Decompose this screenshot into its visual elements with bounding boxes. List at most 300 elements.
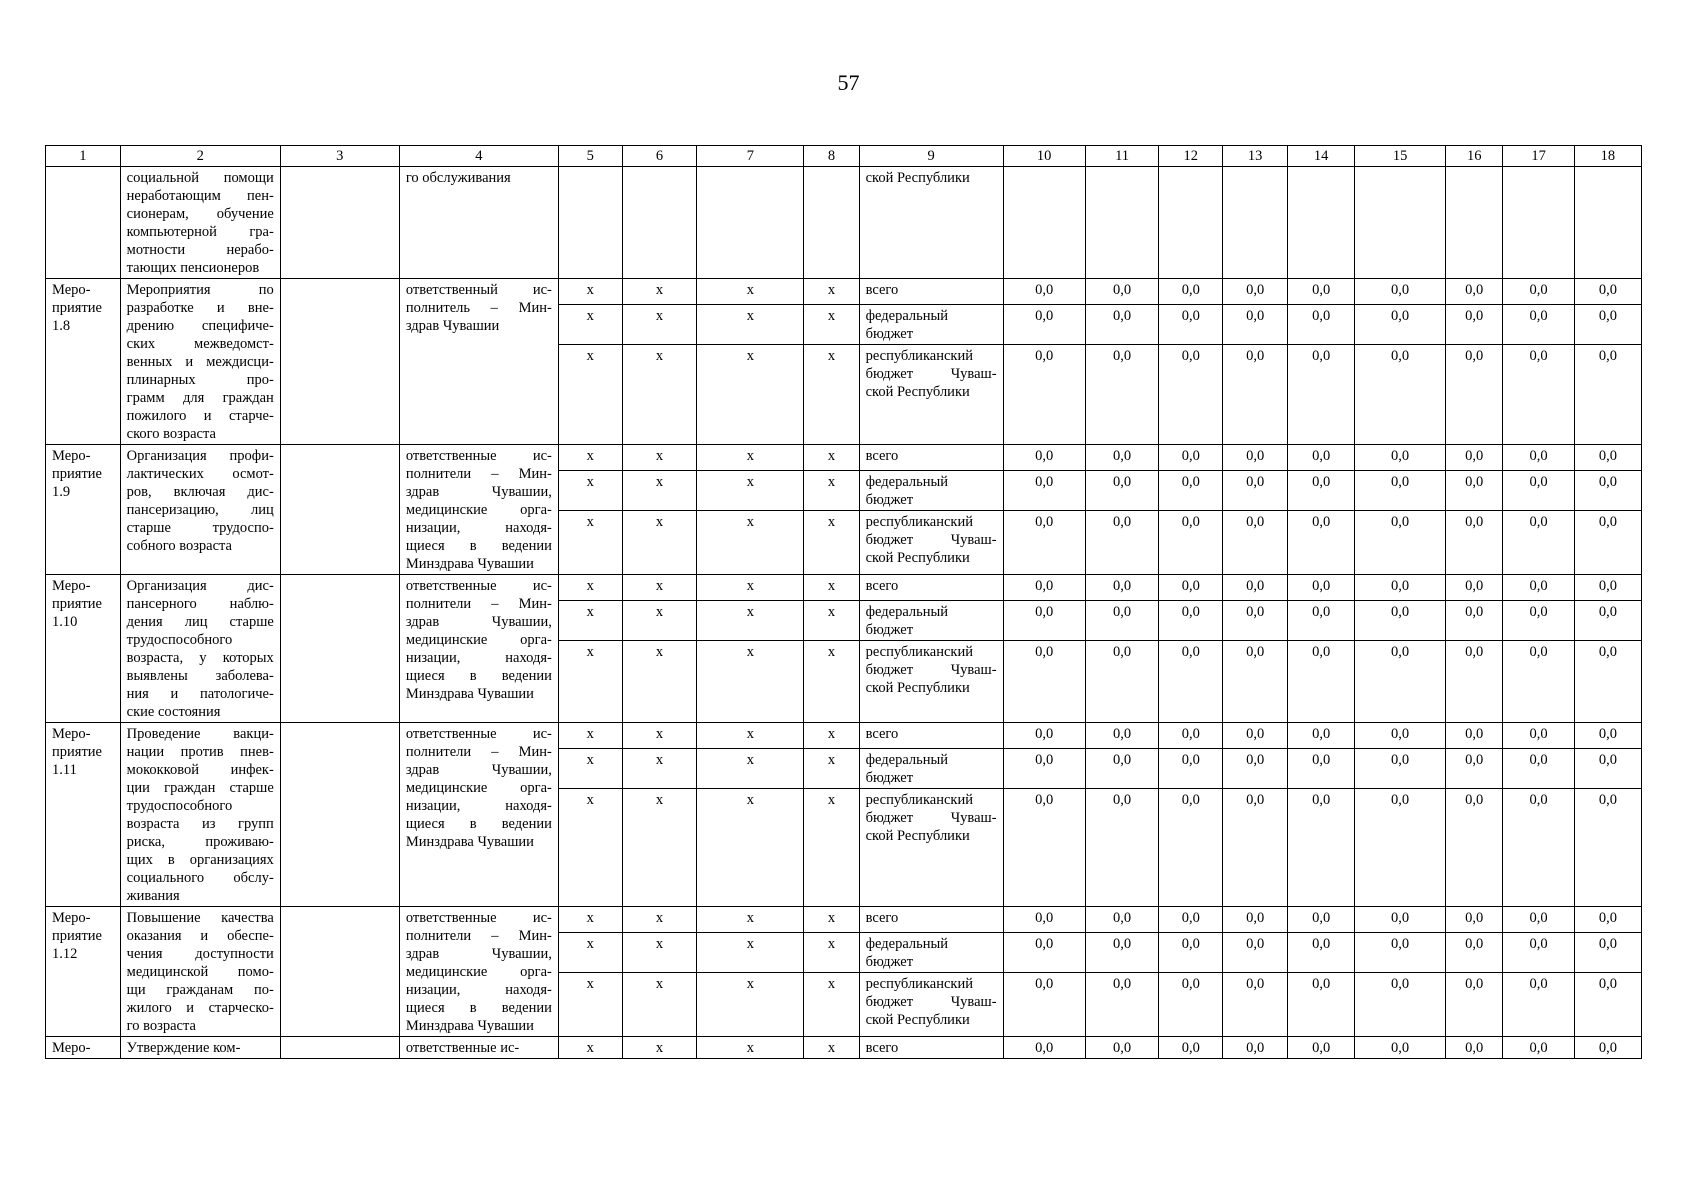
column-header: 14 [1288, 146, 1355, 167]
x-mark: x [558, 789, 622, 907]
text-line: го возраста [126, 1018, 196, 1034]
empty-cell [280, 279, 399, 445]
x-mark: x [804, 1037, 859, 1059]
text-line: медицинские орга- [405, 632, 552, 648]
text-line: ского возраста [126, 426, 216, 442]
table-row [46, 1037, 1642, 1059]
empty-cell [1085, 167, 1159, 279]
amount-value: 0,0 [1003, 789, 1085, 907]
amount-value: 0,0 [1223, 749, 1288, 789]
amount-value: 0,0 [1085, 305, 1159, 345]
measure-executor [399, 279, 558, 445]
text-line: пожилого и старче- [126, 408, 274, 424]
x-mark: x [622, 933, 697, 973]
amount-value: 0,0 [1288, 723, 1355, 749]
amount-value: 0,0 [1003, 1037, 1085, 1059]
column-header: 13 [1223, 146, 1288, 167]
x-mark: x [558, 641, 622, 723]
x-mark: x [622, 445, 697, 471]
x-mark: x [697, 511, 804, 575]
text-line: ской Республики [865, 170, 970, 186]
amount-value: 0,0 [1223, 305, 1288, 345]
amount-value: 0,0 [1503, 445, 1574, 471]
text-line: республиканский [865, 514, 973, 530]
text-line: Проведение вакци- [126, 726, 274, 742]
amount-value: 0,0 [1446, 723, 1503, 749]
amount-value: 0,0 [1503, 511, 1574, 575]
text-line: трудоспособного [126, 632, 233, 648]
amount-value: 0,0 [1159, 641, 1223, 723]
text-line: Мероприятия по [126, 282, 274, 298]
amount-value: 0,0 [1355, 723, 1446, 749]
amount-value: 0,0 [1574, 471, 1641, 511]
x-mark: x [558, 973, 622, 1037]
text-line: мококковой инфек- [126, 762, 274, 778]
amount-value: 0,0 [1355, 511, 1446, 575]
funding-source: всего [859, 575, 1003, 601]
x-mark: x [697, 789, 804, 907]
text-line: го обслуживания [405, 170, 511, 186]
text-line: ские состояния [126, 704, 221, 720]
text-line: бюджет Чуваш- [865, 994, 997, 1010]
column-header: 4 [399, 146, 558, 167]
measure-name [120, 575, 280, 723]
funding-source: всего [859, 445, 1003, 471]
text-line: республиканский [865, 792, 973, 808]
text-line: Меро- [52, 1040, 91, 1056]
empty-cell [1574, 167, 1641, 279]
amount-value: 0,0 [1355, 445, 1446, 471]
amount-value: 0,0 [1085, 723, 1159, 749]
text-line: Организация дис- [126, 578, 274, 594]
text-line: мотности нерабо- [126, 242, 274, 258]
measure-name [120, 445, 280, 575]
text-line: Утверждение ком- [126, 1040, 241, 1056]
text-line: щиеся в ведении [405, 1000, 552, 1016]
amount-value: 0,0 [1446, 933, 1503, 973]
text-line: здрав Чувашии, [405, 946, 552, 962]
column-header: 11 [1085, 146, 1159, 167]
amount-value: 0,0 [1288, 471, 1355, 511]
amount-value: 0,0 [1446, 575, 1503, 601]
amount-value: 0,0 [1003, 345, 1085, 445]
amount-value: 0,0 [1574, 641, 1641, 723]
table-row [46, 279, 1642, 305]
measure-executor [399, 167, 558, 279]
amount-value: 0,0 [1446, 471, 1503, 511]
text-line: ской Республики [865, 1012, 970, 1028]
text-line: бюджет [865, 326, 914, 342]
text-line: низации, находя- [405, 650, 552, 666]
text-line: приятие [52, 596, 102, 612]
empty-cell [622, 167, 697, 279]
amount-value: 0,0 [1003, 279, 1085, 305]
amount-value: 0,0 [1085, 345, 1159, 445]
x-mark: x [804, 305, 859, 345]
text-line: щиеся в ведении [405, 816, 552, 832]
amount-value: 0,0 [1503, 907, 1574, 933]
text-line: республиканский [865, 976, 973, 992]
x-mark: x [558, 933, 622, 973]
empty-cell [1288, 167, 1355, 279]
x-mark: x [558, 907, 622, 933]
text-line: федеральный [865, 752, 949, 768]
amount-value: 0,0 [1503, 933, 1574, 973]
funding-source: всего [859, 723, 1003, 749]
text-line: федеральный [865, 474, 949, 490]
text-line: Минздрава Чувашии [405, 1018, 534, 1034]
amount-value: 0,0 [1085, 749, 1159, 789]
amount-value: 0,0 [1003, 575, 1085, 601]
text-line: федеральный [865, 604, 949, 620]
amount-value: 0,0 [1503, 723, 1574, 749]
text-line: сионерам, обучение [126, 206, 274, 222]
text-line: 1.11 [52, 762, 77, 778]
amount-value: 0,0 [1446, 789, 1503, 907]
amount-value: 0,0 [1288, 445, 1355, 471]
text-line: бюджет Чуваш- [865, 662, 997, 678]
amount-value: 0,0 [1288, 641, 1355, 723]
column-header: 10 [1003, 146, 1085, 167]
amount-value: 0,0 [1446, 1037, 1503, 1059]
text-line: ции граждан старше [126, 780, 274, 796]
amount-value: 0,0 [1085, 1037, 1159, 1059]
empty-cell [280, 907, 399, 1037]
x-mark: x [804, 345, 859, 445]
amount-value: 0,0 [1085, 973, 1159, 1037]
text-line: приятие [52, 744, 102, 760]
table-row [46, 575, 1642, 601]
text-line: разработке и вне- [126, 300, 274, 316]
x-mark: x [558, 445, 622, 471]
column-header: 9 [859, 146, 1003, 167]
amount-value: 0,0 [1159, 1037, 1223, 1059]
funding-source [859, 933, 1003, 973]
text-line: медицинской помо- [126, 964, 274, 980]
amount-value: 0,0 [1355, 907, 1446, 933]
text-line: ответственные ис- [405, 578, 552, 594]
empty-cell [1355, 167, 1446, 279]
text-line: 1.10 [52, 614, 78, 630]
text-line: Минздрава Чувашии [405, 834, 534, 850]
funding-source [859, 305, 1003, 345]
text-line: плинарных про- [126, 372, 274, 388]
x-mark: x [804, 907, 859, 933]
x-mark: x [558, 749, 622, 789]
text-line: приятие [52, 466, 102, 482]
text-line: старше трудоспо- [126, 520, 274, 536]
amount-value: 0,0 [1159, 345, 1223, 445]
text-line: бюджет [865, 954, 914, 970]
x-mark: x [697, 723, 804, 749]
text-line: Меро- [52, 448, 91, 464]
text-line: Меро- [52, 282, 91, 298]
amount-value: 0,0 [1446, 445, 1503, 471]
amount-value: 0,0 [1085, 641, 1159, 723]
measure-code [46, 167, 121, 279]
text-line: щих в организациях [126, 852, 274, 868]
empty-cell [1446, 167, 1503, 279]
text-line: грамм для граждан [126, 390, 274, 406]
amount-value: 0,0 [1223, 933, 1288, 973]
text-line: возраста из групп [126, 816, 274, 832]
funding-source [859, 789, 1003, 907]
text-line: здрав Чувашии [405, 318, 500, 334]
amount-value: 0,0 [1288, 789, 1355, 907]
measure-name [120, 167, 280, 279]
amount-value: 0,0 [1503, 601, 1574, 641]
column-header: 1 [46, 146, 121, 167]
text-line: бюджет [865, 770, 914, 786]
text-line: медицинские орга- [405, 964, 552, 980]
amount-value: 0,0 [1446, 305, 1503, 345]
text-line: собного возраста [126, 538, 232, 554]
measure-executor [399, 575, 558, 723]
x-mark: x [697, 575, 804, 601]
text-line: щиеся в ведении [405, 668, 552, 684]
amount-value: 0,0 [1288, 973, 1355, 1037]
empty-cell [697, 167, 804, 279]
amount-value: 0,0 [1223, 575, 1288, 601]
amount-value: 0,0 [1159, 471, 1223, 511]
amount-value: 0,0 [1223, 279, 1288, 305]
amount-value: 0,0 [1159, 723, 1223, 749]
amount-value: 0,0 [1503, 471, 1574, 511]
text-line: ответственные ис- [405, 910, 552, 926]
amount-value: 0,0 [1085, 279, 1159, 305]
measure-name [120, 907, 280, 1037]
amount-value: 0,0 [1503, 345, 1574, 445]
x-mark: x [697, 1037, 804, 1059]
amount-value: 0,0 [1288, 601, 1355, 641]
text-line: Меро- [52, 726, 91, 742]
measure-code [46, 907, 121, 1037]
text-line: полнители – Мин- [405, 466, 552, 482]
text-line: медицинские орга- [405, 502, 552, 518]
text-line: ответственные ис- [405, 448, 552, 464]
amount-value: 0,0 [1223, 723, 1288, 749]
amount-value: 0,0 [1223, 445, 1288, 471]
measures-table [45, 145, 1642, 1059]
text-line: Меро- [52, 910, 91, 926]
measure-name [120, 279, 280, 445]
column-header: 12 [1159, 146, 1223, 167]
amount-value: 0,0 [1574, 1037, 1641, 1059]
empty-cell [280, 445, 399, 575]
amount-value: 0,0 [1574, 601, 1641, 641]
x-mark: x [622, 1037, 697, 1059]
x-mark: x [622, 749, 697, 789]
x-mark: x [804, 471, 859, 511]
funding-source: всего [859, 1037, 1003, 1059]
page-number: 57 [837, 70, 860, 95]
amount-value: 0,0 [1574, 907, 1641, 933]
amount-value: 0,0 [1574, 511, 1641, 575]
text-line: медицинские орга- [405, 780, 552, 796]
amount-value: 0,0 [1355, 305, 1446, 345]
amount-value: 0,0 [1574, 789, 1641, 907]
text-line: ской Республики [865, 828, 970, 844]
amount-value: 0,0 [1355, 789, 1446, 907]
text-line: социальной помощи [126, 170, 274, 186]
x-mark: x [804, 445, 859, 471]
text-line: Минздрава Чувашии [405, 686, 534, 702]
x-mark: x [804, 279, 859, 305]
x-mark: x [804, 641, 859, 723]
amount-value: 0,0 [1288, 511, 1355, 575]
measure-executor [399, 445, 558, 575]
empty-cell [1159, 167, 1223, 279]
text-line: лактических осмот- [126, 466, 274, 482]
amount-value: 0,0 [1574, 723, 1641, 749]
amount-value: 0,0 [1574, 973, 1641, 1037]
x-mark: x [804, 973, 859, 1037]
x-mark: x [697, 933, 804, 973]
measure-executor [399, 1037, 558, 1059]
text-line: компьютерной гра- [126, 224, 274, 240]
text-line: республиканский [865, 348, 973, 364]
column-header: 6 [622, 146, 697, 167]
amount-value: 0,0 [1355, 641, 1446, 723]
amount-value: 0,0 [1574, 345, 1641, 445]
measure-code [46, 1037, 121, 1059]
x-mark: x [622, 471, 697, 511]
text-line: Организация профи- [126, 448, 274, 464]
x-mark: x [697, 907, 804, 933]
amount-value: 0,0 [1159, 789, 1223, 907]
funding-source [859, 345, 1003, 445]
text-line: низации, находя- [405, 520, 552, 536]
amount-value: 0,0 [1085, 511, 1159, 575]
empty-cell [804, 167, 859, 279]
column-header: 17 [1503, 146, 1574, 167]
amount-value: 0,0 [1355, 973, 1446, 1037]
amount-value: 0,0 [1355, 575, 1446, 601]
x-mark: x [622, 305, 697, 345]
amount-value: 0,0 [1355, 471, 1446, 511]
column-header: 15 [1355, 146, 1446, 167]
amount-value: 0,0 [1355, 345, 1446, 445]
amount-value: 0,0 [1574, 305, 1641, 345]
amount-value: 0,0 [1503, 749, 1574, 789]
amount-value: 0,0 [1503, 305, 1574, 345]
amount-value: 0,0 [1288, 933, 1355, 973]
text-line: ров, включая дис- [126, 484, 274, 500]
amount-value: 0,0 [1223, 601, 1288, 641]
amount-value: 0,0 [1503, 575, 1574, 601]
x-mark: x [558, 1037, 622, 1059]
column-header: 3 [280, 146, 399, 167]
amount-value: 0,0 [1574, 933, 1641, 973]
empty-cell [1003, 167, 1085, 279]
amount-value: 0,0 [1355, 601, 1446, 641]
amount-value: 0,0 [1003, 305, 1085, 345]
text-line: приятие [52, 300, 102, 316]
amount-value: 0,0 [1355, 1037, 1446, 1059]
x-mark: x [558, 471, 622, 511]
amount-value: 0,0 [1446, 749, 1503, 789]
amount-value: 0,0 [1288, 345, 1355, 445]
amount-value: 0,0 [1003, 933, 1085, 973]
text-line: дрению специфиче- [126, 318, 274, 334]
text-line: низации, находя- [405, 982, 552, 998]
text-line: 1.8 [52, 318, 71, 334]
amount-value: 0,0 [1223, 641, 1288, 723]
text-line: щиеся в ведении [405, 538, 552, 554]
empty-cell [280, 723, 399, 907]
x-mark: x [697, 601, 804, 641]
measure-executor [399, 723, 558, 907]
text-line: бюджет [865, 622, 914, 638]
funding-source [859, 471, 1003, 511]
amount-value: 0,0 [1085, 789, 1159, 907]
column-header: 2 [120, 146, 280, 167]
x-mark: x [697, 345, 804, 445]
amount-value: 0,0 [1159, 279, 1223, 305]
empty-cell [558, 167, 622, 279]
text-line: полнитель – Мин- [405, 300, 552, 316]
table-row [46, 907, 1642, 933]
column-header: 5 [558, 146, 622, 167]
amount-value: 0,0 [1288, 907, 1355, 933]
x-mark: x [622, 601, 697, 641]
amount-value: 0,0 [1085, 601, 1159, 641]
column-header: 18 [1574, 146, 1641, 167]
column-header: 16 [1446, 146, 1503, 167]
text-line: выявлены заболева- [126, 668, 274, 684]
amount-value: 0,0 [1085, 471, 1159, 511]
table-row [46, 723, 1642, 749]
amount-value: 0,0 [1574, 445, 1641, 471]
amount-value: 0,0 [1159, 445, 1223, 471]
amount-value: 0,0 [1003, 641, 1085, 723]
x-mark: x [697, 445, 804, 471]
amount-value: 0,0 [1355, 749, 1446, 789]
x-mark: x [558, 723, 622, 749]
text-line: бюджет Чуваш- [865, 532, 997, 548]
x-mark: x [622, 789, 697, 907]
text-line: полнители – Мин- [405, 744, 552, 760]
amount-value: 0,0 [1355, 933, 1446, 973]
x-mark: x [622, 575, 697, 601]
text-line: риска, проживаю- [126, 834, 274, 850]
column-header: 7 [697, 146, 804, 167]
amount-value: 0,0 [1003, 907, 1085, 933]
x-mark: x [622, 345, 697, 445]
amount-value: 0,0 [1288, 305, 1355, 345]
amount-value: 0,0 [1085, 445, 1159, 471]
amount-value: 0,0 [1159, 305, 1223, 345]
text-line: щи гражданам по- [126, 982, 274, 998]
text-line: полнители – Мин- [405, 596, 552, 612]
empty-cell [1503, 167, 1574, 279]
text-line: республиканский [865, 644, 973, 660]
text-line: ской Республики [865, 550, 970, 566]
text-line: ответственный ис- [405, 282, 552, 298]
amount-value: 0,0 [1446, 973, 1503, 1037]
x-mark: x [622, 973, 697, 1037]
amount-value: 0,0 [1223, 907, 1288, 933]
text-line: ской Республики [865, 680, 970, 696]
amount-value: 0,0 [1159, 511, 1223, 575]
amount-value: 0,0 [1355, 279, 1446, 305]
amount-value: 0,0 [1159, 973, 1223, 1037]
text-line: венных и междисци- [126, 354, 274, 370]
measure-name [120, 1037, 280, 1059]
text-line: ответственные ис- [405, 726, 552, 742]
text-line: ответственные ис- [405, 1040, 520, 1056]
text-line: федеральный [865, 936, 949, 952]
